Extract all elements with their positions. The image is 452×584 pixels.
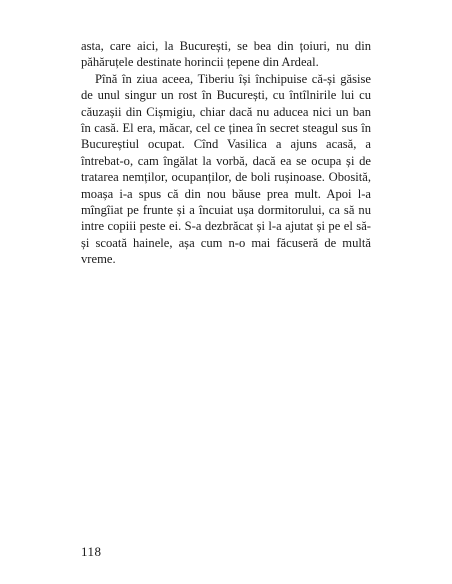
paragraph-continued: asta, care aici, la București, se bea din țoiuri, nu din păhăruțele destinate horincii țepene din Ardeal. bbox=[81, 39, 371, 70]
paragraph: Pînă în ziua aceea, Tiberiu își închipuise că-și găsise de unul singur un rost în București, cu întîlnirile lui cu căuzașii din Cișmigiu, chiar dacă nu aducea nici un ban în casă. El era, măcar, cel ce ținea în secret steagul sus în Bucureștiul ocupat. Cînd Vasilica a ajuns acasă, a întrebat-o, cam îngălat la vorbă, dacă ea se ocupa și de tratarea nemților, ocupanților, de boli rușinoase. Obosită, moașa i-a spus că din nou băuse prea mult. Apoi l-a mîngîiat pe frunte și a încuiat ușa dormitorului, ca să nu intre copiii peste ei. S-a dezbrăcat și l-a ajutat și pe el să-și scoată hainele, așa cum n-o mai făcuseră de multă vreme. bbox=[81, 71, 371, 267]
page-number: 118 bbox=[81, 544, 102, 559]
body-text bbox=[81, 38, 371, 268]
